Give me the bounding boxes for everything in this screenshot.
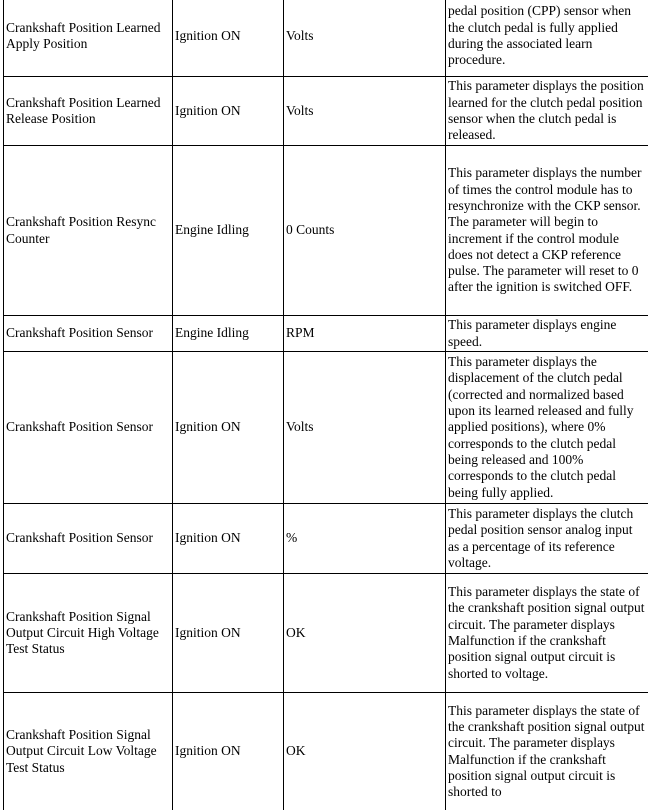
parameter-name-cell: Crankshaft Position Sensor [4, 504, 173, 574]
condition-cell: Ignition ON [173, 504, 284, 574]
units-cell: % [284, 504, 446, 574]
table-row [4, 77, 649, 146]
units-cell: RPM [284, 316, 446, 352]
table-row [4, 316, 649, 352]
description-cell: This parameter displays the position learned for the clutch pedal position sensor when the clutch pedal is released. [446, 77, 649, 146]
units-cell: OK [284, 693, 446, 810]
condition-cell: Engine Idling [173, 146, 284, 316]
parameter-name-cell: Crankshaft Position Sensor [4, 352, 173, 504]
condition-cell: Ignition ON [173, 77, 284, 146]
table-row [4, 693, 649, 810]
table-row [4, 352, 649, 504]
parameter-table-page [3, 0, 648, 810]
table-row [4, 0, 649, 77]
parameter-name-cell: Crankshaft Position Resync Counter [4, 146, 173, 316]
condition-cell: Ignition ON [173, 0, 284, 77]
description-cell: This parameter displays the state of the crankshaft position signal output circuit. The parameter displays Malfunction if the crankshaft position signal output circuit is shorted to voltage. [446, 574, 649, 693]
units-cell: OK [284, 574, 446, 693]
parameter-name-cell: Crankshaft Position Learned Apply Position [4, 0, 173, 77]
description-cell: This parameter displays engine speed. [446, 316, 649, 352]
parameter-name-cell: Crankshaft Position Signal Output Circuit High Voltage Test Status [4, 574, 173, 693]
units-cell: 0 Counts [284, 146, 446, 316]
units-cell: Volts [284, 352, 446, 504]
parameter-name-cell: Crankshaft Position Signal Output Circuit Low Voltage Test Status [4, 693, 173, 810]
parameter-name-cell: Crankshaft Position Learned Release Position [4, 77, 173, 146]
condition-cell: Ignition ON [173, 693, 284, 810]
condition-cell: Ignition ON [173, 352, 284, 504]
parameter-name-cell: Crankshaft Position Sensor [4, 316, 173, 352]
condition-cell: Ignition ON [173, 574, 284, 693]
description-cell: This parameter displays the displacement of the clutch pedal (corrected and normalized based upon its learned released and fully applied positions), where 0% corresponds to the clutch pedal being released and 100% corresponds to the clutch pedal being fully applied. [446, 352, 649, 504]
table-row [4, 574, 649, 693]
description-cell: pedal position (CPP) sensor when the clutch pedal is fully applied during the associated learn procedure. [446, 0, 649, 77]
description-cell: This parameter displays the state of the crankshaft position signal output circuit. The parameter displays Malfunction if the crankshaft position signal output circuit is shorted to [446, 693, 649, 810]
description-cell: This parameter displays the number of times the control module has to resynchronize with the CKP sensor. The parameter will begin to increment if the control module does not detect a CKP reference pulse. The parameter will reset to 0 after the ignition is switched OFF. [446, 146, 649, 316]
units-cell: Volts [284, 0, 446, 77]
table-row [4, 146, 649, 316]
units-cell: Volts [284, 77, 446, 146]
condition-cell: Engine Idling [173, 316, 284, 352]
description-cell: This parameter displays the clutch pedal position sensor analog input as a percentage of its reference voltage. [446, 504, 649, 574]
table-row [4, 504, 649, 574]
parameter-table [3, 0, 648, 810]
